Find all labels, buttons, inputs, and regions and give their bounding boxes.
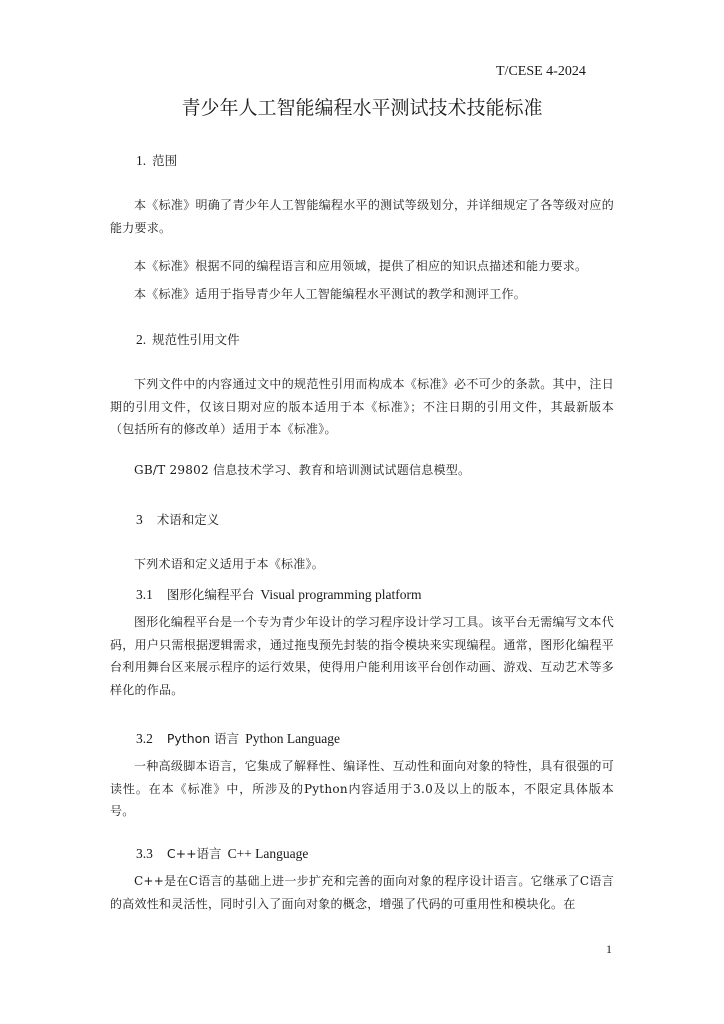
term-definition-3-3: C++是在C语言的基础上进一步扩充和完善的面向对象的程序设计语言。它继承了C语言的高效性和灵活性，同时引入了面向对象的概念，增强了代码的可重用性和模块化。在 <box>110 874 614 911</box>
scope-paragraph-1: 本《标准》明确了青少年人工智能编程水平的测试等级划分，并详细规定了各等级对应的能力要求。 <box>110 198 614 235</box>
term-name-cn: 图形化编程平台 <box>166 587 255 602</box>
term-name-cn: C++语言 <box>166 846 222 861</box>
section-title: 规范性引用文件 <box>152 332 240 347</box>
term-definition-3-1: 图形化编程平台是一个专为青少年设计的学习程序设计学习工具。该平台无需编写文本代码，用户只需根据逻辑需求，通过拖曳预先封装的指令模块来实现编程。通常，图形化编程平台利用舞台区来展示程序的运行效果，使得用户能利用该平台创作动画、游戏、互动艺术等多样化的作品。 <box>110 615 614 697</box>
term-heading-3-1 <box>136 585 422 603</box>
term-number: 3.2 <box>136 731 153 746</box>
document-title: 青少年人工智能编程水平测试技术技能标准 <box>181 97 543 119</box>
scope-paragraph-3: 本《标准》适用于指导青少年人工智能编程水平测试的教学和测评工作。 <box>134 287 527 301</box>
term-number: 3.1 <box>136 587 153 602</box>
term-name-en: C++ Language <box>227 846 309 861</box>
standard-code: T/CESE 4-2024 <box>496 64 586 79</box>
term-heading-3-3 <box>136 844 308 862</box>
section-number: 1. <box>136 153 147 168</box>
references-paragraph-1: 下列文件中的内容通过文中的规范性引用而构成本《标准》必不可少的条款。其中，注日期的引用文件，仅该日期对应的版本适用于本《标准》；不注日期的引用文件，其最新版本（包括所有的修改单）适用于本《标准》。 <box>110 377 614 436</box>
section-number: 2. <box>136 332 147 347</box>
section-title: 术语和定义 <box>156 512 220 527</box>
term-heading-3-2 <box>136 729 340 747</box>
term-name-cn: Python 语言 <box>166 731 240 746</box>
section-heading-references <box>136 330 240 348</box>
term-name-en: Python Language <box>245 731 341 746</box>
terms-intro: 下列术语和定义适用于本《标准》。 <box>134 557 325 571</box>
term-number: 3.3 <box>136 846 153 861</box>
section-heading-scope <box>136 151 177 169</box>
section-title: 范围 <box>152 153 178 168</box>
page-number: 1 <box>606 942 612 956</box>
references-paragraph-2: GB/T 29802 信息技术学习、教育和培训测试试题信息模型。 <box>134 463 471 477</box>
term-name-en: Visual programming platform <box>260 587 422 602</box>
term-definition-3-2: 一种高级脚本语言，它集成了解释性、编译性、互动性和面向对象的特性，具有很强的可读性。在本《标准》中，所涉及的Python内容适用于3.0及以上的版本，不限定具体版本号。 <box>110 759 614 818</box>
scope-paragraph-2: 本《标准》根据不同的编程语言和应用领域，提供了相应的知识点描述和能力要求。 <box>134 259 588 273</box>
section-heading-terms <box>136 510 219 528</box>
section-number: 3 <box>136 512 143 527</box>
